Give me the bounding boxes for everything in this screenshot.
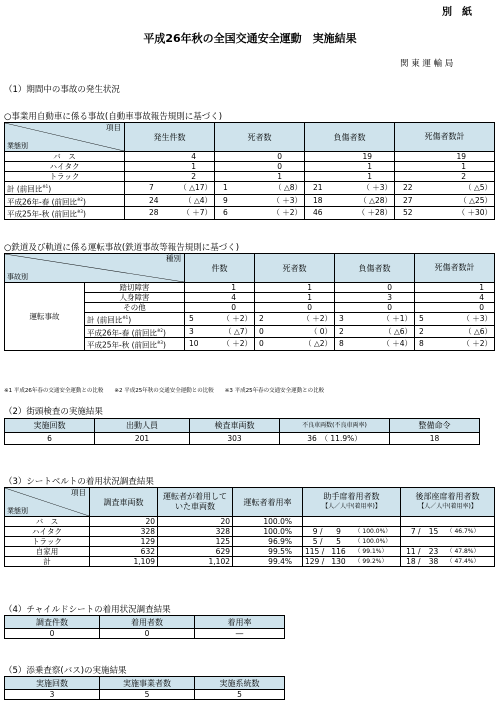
- table-cell: 38: [423, 557, 445, 567]
- section1a-subheading: ○事業用自動車に係る事故(自動車事故報告規則に基づく): [4, 112, 223, 122]
- column-header: 助手席着用者数 【人／人中(着用率)】: [303, 488, 401, 517]
- table-row: [5, 283, 495, 293]
- table-cell: 2: [395, 172, 495, 182]
- table-cell: 129: [90, 537, 158, 547]
- table-cell: 115 /: [303, 547, 325, 557]
- table-cell: （ 100.0%）: [353, 537, 401, 547]
- row-label: 平成26年-春 (前回比$^{※2}$): [85, 325, 185, 338]
- table-cell: 36 （ 11.9%）: [280, 433, 390, 445]
- page-title: 平成26年秋の全国交通安全運動 実施結果: [143, 32, 357, 45]
- table-cell: 22 （ △5）: [395, 182, 495, 195]
- row-label: 踏切障害: [85, 283, 185, 293]
- row-label: その他: [85, 303, 185, 313]
- table-row: [5, 162, 495, 172]
- row-label: ハイタク: [5, 162, 125, 172]
- corner-top-label: 項目: [106, 123, 121, 132]
- table-cell: 1: [185, 283, 255, 293]
- attachment-label: 別 紙: [442, 7, 472, 18]
- table-row: [5, 517, 495, 527]
- comparison-row: [5, 207, 495, 220]
- table-cell: 0: [5, 629, 100, 639]
- table-corner-cell: [5, 123, 125, 152]
- row-label: 計 (前回比$^{※1}$): [85, 313, 185, 326]
- table-cell: [401, 517, 495, 527]
- comparison-footnotes: ※1 平成26年春の交通安全運動との比較 ※2 平成25年秋の交通安全運動との比較 ※3 平成25年春の交通安全運動との比較: [4, 388, 325, 394]
- column-header: 出動人員: [95, 419, 190, 433]
- table-cell: 100.0%: [233, 517, 303, 527]
- table-cell: 1,102: [158, 557, 233, 567]
- table-cell: 5: [325, 537, 353, 547]
- table-cell: 9 （ ＋3）: [215, 194, 305, 207]
- column-header: 運転者が着用していた車両数: [158, 488, 233, 517]
- comparison-row: [5, 182, 495, 195]
- column-header: 運転者着用率: [233, 488, 303, 517]
- column-header: 死者数: [255, 254, 335, 283]
- table-row: [5, 172, 495, 182]
- table-row: [5, 547, 495, 557]
- column-header: 死者数: [215, 123, 305, 152]
- child-seat-table: [4, 615, 285, 639]
- table-row: [5, 527, 495, 537]
- table-cell: 5: [100, 690, 195, 700]
- column-header: 調査件数: [5, 616, 100, 629]
- table-cell: 1: [125, 162, 215, 172]
- table-cell: [303, 517, 401, 527]
- row-label: 計: [5, 557, 90, 567]
- table-cell: 0 （ △2）: [255, 338, 335, 351]
- table-cell: 2 （ △6）: [415, 325, 495, 338]
- row-label: 人身障害: [85, 293, 185, 303]
- table-cell: 1,109: [90, 557, 158, 567]
- table-cell: 1: [305, 162, 395, 172]
- table-cell: 5 /: [303, 537, 325, 547]
- table-cell: 21 （ ＋3）: [305, 182, 395, 195]
- section4-heading: （4）チャイルドシートの着用状況調査結果: [4, 605, 171, 615]
- column-header: 着用者数: [100, 616, 195, 629]
- table-cell: 2: [125, 172, 215, 182]
- table-corner-cell: [5, 254, 185, 283]
- table-cell: 0: [215, 162, 305, 172]
- table-cell: 0 （ 0）: [255, 325, 335, 338]
- section3-heading: （3）シートベルトの着用状況調査結果: [4, 477, 154, 487]
- table-cell: 3: [335, 293, 415, 303]
- table-cell: （ 47.4%）: [445, 557, 495, 567]
- table-cell: 100.0%: [233, 527, 303, 537]
- section1b-subheading: ○鉄道及び軌道に係る運転事故(鉄道事故等報告規則に基づく): [4, 243, 240, 253]
- table-cell: 24 （ △4）: [125, 194, 215, 207]
- corner-top-label: 種別: [166, 254, 181, 263]
- table-cell: 96.9%: [233, 537, 303, 547]
- table-row: [5, 557, 495, 567]
- column-header: 着用率: [195, 616, 285, 629]
- column-header: 件数: [185, 254, 255, 283]
- section2-heading: （2）街頭検査の実施結果: [4, 407, 103, 417]
- row-label: ハイタク: [5, 527, 90, 537]
- table-cell: 0: [335, 303, 415, 313]
- table-row: [5, 537, 495, 547]
- table-cell: 303: [190, 433, 280, 445]
- table-cell: 3: [5, 690, 100, 700]
- table-cell: 4: [125, 152, 215, 162]
- table-cell: 9: [325, 527, 353, 537]
- table-cell: 125: [158, 537, 233, 547]
- table-cell: （ 99.1%）: [353, 547, 401, 557]
- bus-inspection-table: [4, 676, 285, 700]
- table-cell: （ 100.0%）: [353, 527, 401, 537]
- table-cell: 11 /: [401, 547, 423, 557]
- table-cell: 18 /: [401, 557, 423, 567]
- group-label: 運転事故: [5, 283, 85, 351]
- row-label: バ ス: [5, 517, 90, 527]
- table-cell: 632: [90, 547, 158, 557]
- table-cell: 23: [423, 547, 445, 557]
- table-cell: 3 （ △7）: [185, 325, 255, 338]
- table-cell: 7 （ △17）: [125, 182, 215, 195]
- corner-bottom-label: 業態別: [7, 142, 28, 150]
- diagonal-line: [5, 254, 184, 282]
- seatbelt-table: [4, 487, 495, 567]
- table-cell: 18 （ △28）: [305, 194, 395, 207]
- table-cell: 0: [215, 152, 305, 162]
- table-cell: 20: [90, 517, 158, 527]
- table-cell: 5 （ ＋3）: [415, 313, 495, 326]
- table-cell: 1: [305, 172, 395, 182]
- table-row: [5, 152, 495, 162]
- table-cell: 2 （ ＋2）: [255, 313, 335, 326]
- column-header: 整備命令: [390, 419, 480, 433]
- column-header: 調査車両数: [90, 488, 158, 517]
- table-row: [5, 690, 285, 700]
- section5-heading: （5）添乗査察(バス)の実施結果: [4, 666, 127, 676]
- column-header: 後部座席着用者数 【人／人中(着用率)】: [401, 488, 495, 517]
- table-cell: 116: [325, 547, 353, 557]
- row-label: 平成26年-春 (前回比$^{※2}$): [5, 194, 125, 207]
- table-cell: 6 （ ＋2）: [215, 207, 305, 220]
- table-cell: 19: [395, 152, 495, 162]
- table-cell: 27 （ △25）: [395, 194, 495, 207]
- table-cell: （ 46.7%）: [445, 527, 495, 537]
- table-cell: （ 99.2%）: [353, 557, 401, 567]
- table-cell: （ 47.8%）: [445, 547, 495, 557]
- table-cell: [401, 537, 495, 547]
- table-cell: 19: [305, 152, 395, 162]
- table-cell: 7 /: [401, 527, 423, 537]
- table-cell: 328: [158, 527, 233, 537]
- table-cell: 99.5%: [233, 547, 303, 557]
- table-cell: 201: [95, 433, 190, 445]
- table-cell: 4: [185, 293, 255, 303]
- column-header: 実施回数: [5, 419, 95, 433]
- column-header: 実施系統数: [195, 677, 285, 690]
- table-cell: 4: [415, 293, 495, 303]
- table-cell: 5 （ ＋2）: [185, 313, 255, 326]
- table-cell: 0: [415, 303, 495, 313]
- row-label: トラック: [5, 537, 90, 547]
- row-label: 平成25年-秋 (前回比$^{※3}$): [5, 207, 125, 220]
- row-label: 平成25年-秋 (前回比$^{※3}$): [85, 338, 185, 351]
- table-cell: 28 （ ＋7）: [125, 207, 215, 220]
- street-inspection-table: [4, 418, 480, 445]
- bureau-name: 関 東 運 輸 局: [400, 59, 454, 69]
- column-header: 実施回数: [5, 677, 100, 690]
- corner-bottom-label: 事故別: [7, 273, 28, 281]
- table-cell: ―: [195, 629, 285, 639]
- table-cell: 0: [255, 303, 335, 313]
- table-cell: 1: [255, 283, 335, 293]
- table-cell: 130: [325, 557, 353, 567]
- table-cell: 328: [90, 527, 158, 537]
- comparison-row: [5, 194, 495, 207]
- table-cell: 5: [195, 690, 285, 700]
- table-row: [5, 433, 480, 445]
- table-cell: 8 （ ＋2）: [415, 338, 495, 351]
- row-label: バ ス: [5, 152, 125, 162]
- column-header: 不良車両数(不良車両率): [280, 419, 390, 433]
- row-label: 自家用: [5, 547, 90, 557]
- row-label: トラック: [5, 172, 125, 182]
- column-header: 検査車両数: [190, 419, 280, 433]
- commercial-vehicle-accident-table: [4, 122, 495, 220]
- column-header: 死傷者数計: [395, 123, 495, 152]
- corner-top-label: 項目: [71, 488, 86, 497]
- table-cell: 1: [415, 283, 495, 293]
- table-cell: 52 （ ＋30）: [395, 207, 495, 220]
- column-header: 発生件数: [125, 123, 215, 152]
- table-cell: 0: [335, 283, 415, 293]
- section1-heading: （1）期間中の事故の発生状況: [4, 85, 120, 95]
- table-cell: 18: [390, 433, 480, 445]
- corner-bottom-label: 業態別: [7, 507, 28, 515]
- table-cell: 2 （ △6）: [335, 325, 415, 338]
- table-cell: 3 （ ＋1）: [335, 313, 415, 326]
- table-cell: 629: [158, 547, 233, 557]
- row-label: 計 (前回比$^{※1}$): [5, 182, 125, 195]
- column-subheader: 【人／人中(着用率)】: [418, 503, 477, 510]
- column-header: 負傷者数: [305, 123, 395, 152]
- column-subheader: 【人／人中(着用率)】: [322, 503, 381, 510]
- table-cell: 99.4%: [233, 557, 303, 567]
- table-row: [5, 629, 285, 639]
- railway-accident-table: [4, 253, 495, 351]
- column-header: 負傷者数: [335, 254, 415, 283]
- table-cell: 20: [158, 517, 233, 527]
- column-header: 死傷者数計: [415, 254, 495, 283]
- table-cell: 1: [255, 293, 335, 303]
- table-cell: 9 /: [303, 527, 325, 537]
- table-cell: 0: [100, 629, 195, 639]
- table-cell: 129 /: [303, 557, 325, 567]
- table-cell: 1: [395, 162, 495, 172]
- table-cell: 1 （ △8）: [215, 182, 305, 195]
- table-cell: 1: [215, 172, 305, 182]
- table-cell: 46 （ ＋28）: [305, 207, 395, 220]
- column-header: 実施事業者数: [100, 677, 195, 690]
- table-cell: 10 （ ＋2）: [185, 338, 255, 351]
- table-corner-cell: [5, 488, 90, 517]
- table-cell: 8 （ ＋4）: [335, 338, 415, 351]
- table-cell: 15: [423, 527, 445, 537]
- table-cell: 0: [185, 303, 255, 313]
- table-cell: 6: [5, 433, 95, 445]
